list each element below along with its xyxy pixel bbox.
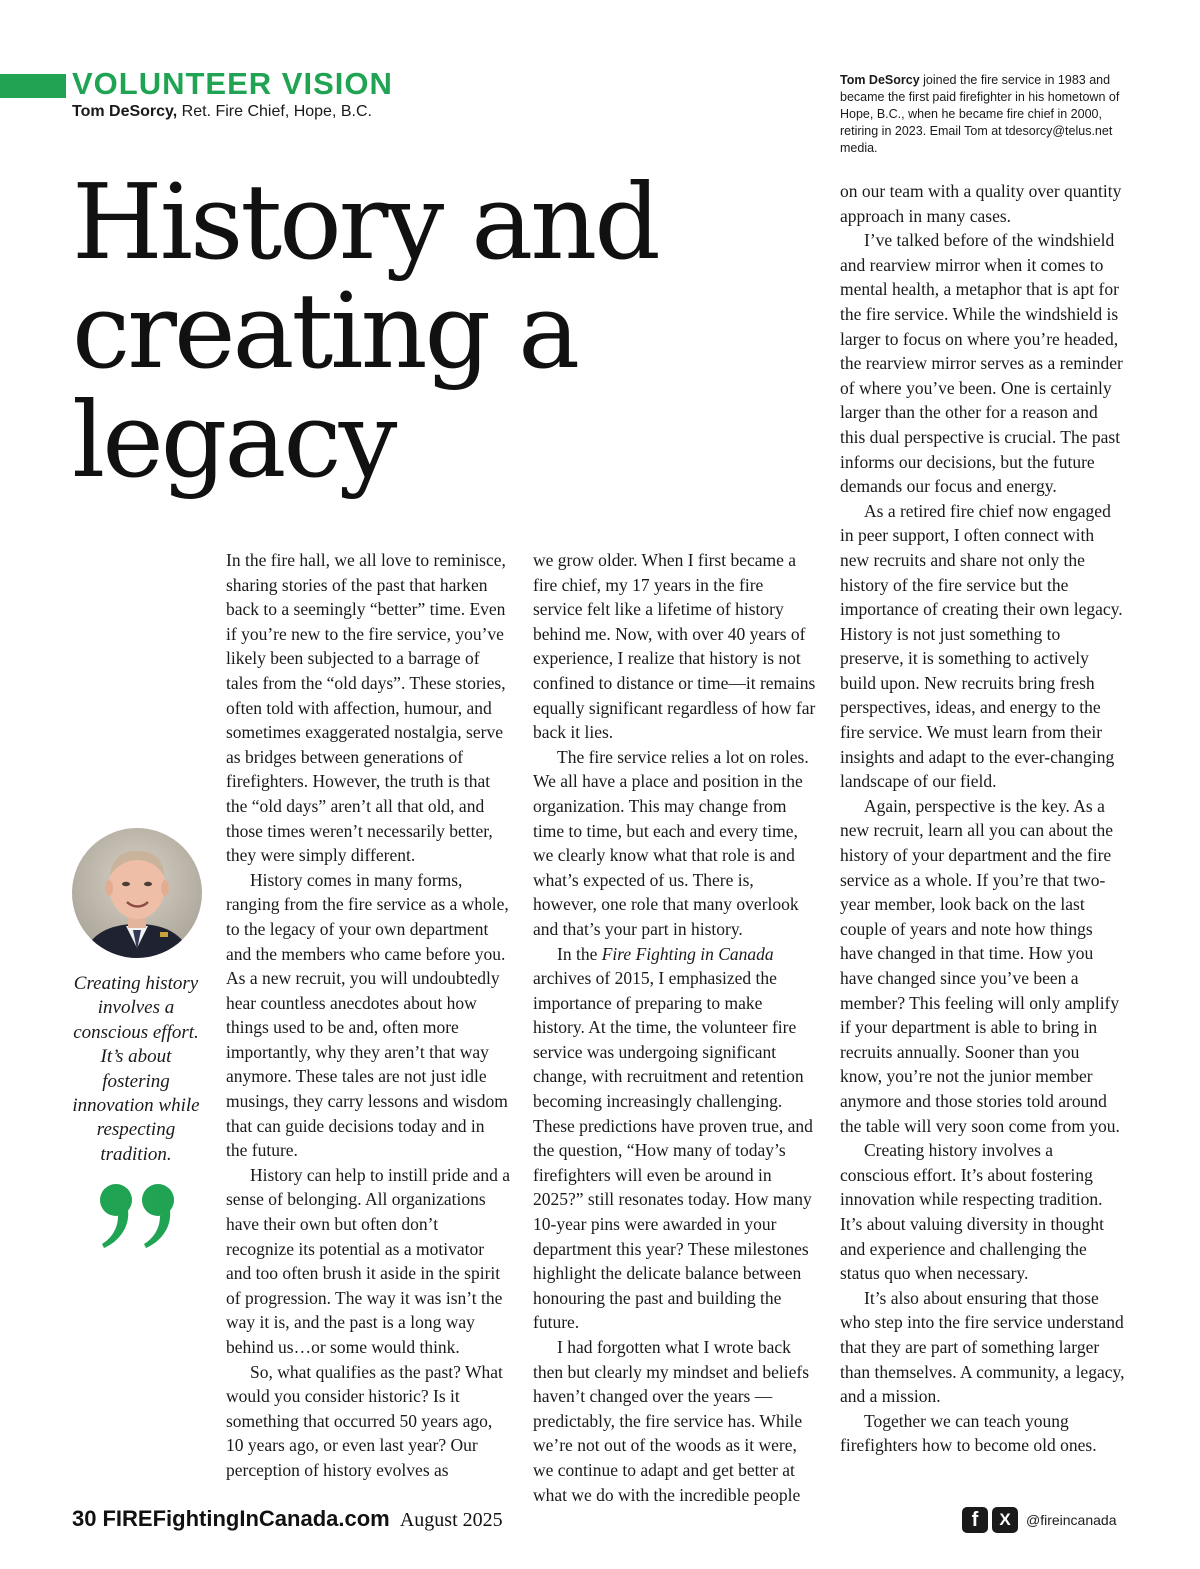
paragraph: So, what qualifies as the past? What would you consider historic? Is it something that occurred 50 years ago, 10 years ago, or even last year? Our perception of history evolves as	[226, 1361, 503, 1480]
author-title: Ret. Fire Chief, Hope, B.C.	[181, 103, 372, 120]
page-footer	[72, 1504, 503, 1535]
bio-text: joined the fire service in 1983 and became the first paid firefighter in his hometown of Hope, B.C., when he became fire chief in 2000, retiring in 2023. Email Tom at tdesorcy@telus.net media.	[840, 73, 1120, 155]
paragraph: It’s also about ensuring that those who step into the fire service understand that they are part of something larger than themselves. A community, a legacy, and a mission.	[840, 1287, 1125, 1407]
headline-line-1: History and	[72, 161, 658, 283]
social-links	[962, 1507, 1117, 1533]
pull-quote: Creating history involves a conscious effort. It’s about fostering innovation while respecting tradition.	[72, 973, 200, 1165]
paragraph: I had forgotten what I wrote back then but clearly my mindset and beliefs haven’t changed over the years — predictably, the fire service has. While we’re not out of the woods as it were, we continue to adapt and get better at what we do with the incredible people	[533, 1337, 810, 1505]
headline-line-3: legacy	[72, 379, 395, 501]
paragraph-lead: In the	[557, 943, 602, 964]
author-photo	[72, 828, 202, 958]
author-name: Tom DeSorcy,	[72, 103, 178, 120]
paragraph: on our team with a quality over quantity approach in many cases.	[840, 181, 1122, 226]
paragraph-rest: archives of 2015, I emphasized the importance of preparing to make history. At the time, the volunteer fire service was undergoing significant change, with recruitment and retention becoming increasingly challenging. These predictions have proven true, and the question, “How many of today’s firefighters will even be around in 2025?” still resonates today. How many 10-year pins were awarded in your department this year? These milestones highlight the delicate balance between honouring the past and building the future.	[533, 968, 813, 1333]
article-column-1	[226, 548, 510, 1483]
closing-quote-icon	[98, 1180, 182, 1250]
paragraph: The fire service relies a lot on roles. We all have a place and position in the organization. This may change from time to time, but each and every time, we clearly know what that role is and what’s expected of us. There is, however, one role that many overlook and that’s your part in history.	[533, 746, 809, 939]
headline-line-2: creating a	[72, 270, 578, 392]
issue-date: August 2025	[399, 1509, 503, 1531]
byline	[72, 102, 372, 122]
x-twitter-icon[interactable]: X	[992, 1507, 1018, 1533]
paragraph: I’ve talked before of the windshield and rearview mirror when it comes to mental health, a metaphor that is apt for the fire service. While the windshield is larger to focus on where you’re headed, the rearview mirror serves as a reminder of where you’ve been. One is certainly larger than the other for a reason and this dual perspective is crucial. The past informs our decisions, but the future demands our focus and energy.	[840, 230, 1123, 497]
section-kicker: VOLUNTEER VISION	[72, 66, 393, 101]
bio-name: Tom DeSorcy	[840, 73, 920, 87]
article-column-2	[533, 548, 817, 1507]
paragraph: As a retired fire chief now engaged in peer support, I often connect with new recruits and share not only the history of the fire service but the importance of creating their own legacy. History is not just something to preserve, it is something to actively build upon. New recruits bring fresh perspectives, ideas, and energy to the fire service. We must learn from their insights and adapt to the ever-changing landscape of our field.	[840, 500, 1123, 792]
paragraph: History can help to instill pride and a sense of belonging. All organizations have their own but often don’t recognize its potential as a motivator and too often brush it aside in the spirit of progression. The way it was isn’t the way it is, and the past is a long way behind us…or some would think.	[226, 1164, 511, 1357]
footer-site-link[interactable]: FIREFightingInCanada.com	[102, 1506, 390, 1531]
paragraph: we grow older. When I first became a fire chief, my 17 years in the fire service felt like a lifetime of history behind me. Now, with over 40 years of experience, I realize that history is not confined to distance or time—it remains equally significant regardless of how far back it lies.	[533, 550, 816, 743]
article-column-3	[840, 179, 1125, 1458]
social-handle[interactable]: @fireincanada	[1026, 1512, 1117, 1528]
paragraph: History comes in many forms, ranging from the fire service as a whole, to the legacy of your own department and the members who came before you. As a new recruit, you will undoubtedly hear countless anecdotes about how things used to be and, often more importantly, why they aren’t that way anymore. These tales are not just idle musings, they carry lessons and wisdom that can guide decisions today and in the future.	[226, 869, 509, 1161]
article-headline	[72, 161, 658, 501]
author-bio	[840, 72, 1130, 157]
page-number: 30	[72, 1506, 97, 1531]
paragraph: In the fire hall, we all love to reminisce, sharing stories of the past that harken back to a seemingly “better” time. Even if you’re new to the fire service, you’ve likely been subjected to a barrage of tales from the “old days”. These stories, often told with affection, humour, and sometimes exaggerated nostalgia, serve as bridges between generations of firefighters. However, the truth is that the “old days” aren’t all that old, and those times weren’t necessarily better, they were simply different.	[226, 550, 506, 866]
section-color-bar	[0, 74, 66, 98]
paragraph	[533, 942, 817, 1336]
publication-title: Fire Fighting in Canada	[601, 943, 774, 964]
paragraph: Again, perspective is the key. As a new recruit, learn all you can about the history of your department and the fire service as a whole. If you’re that two-year member, look back on the last couple of years and note how things have changed in that time. How you have changed since you’ve been a member? This feeling will only amplify if your department is able to bring in recruits annually. Sooner than you know, you’re not the junior member anymore and those stories told around the table will very soon come from you.	[840, 795, 1120, 1136]
author-photo-illustration	[72, 828, 202, 958]
facebook-icon[interactable]: f	[962, 1507, 988, 1533]
paragraph: Creating history involves a conscious effort. It’s about fostering innovation while respecting tradition. It’s about valuing diversity in thought and experience and challenging the status quo when necessary.	[840, 1140, 1104, 1284]
paragraph: Together we can teach young firefighters how to become old ones.	[840, 1410, 1097, 1456]
